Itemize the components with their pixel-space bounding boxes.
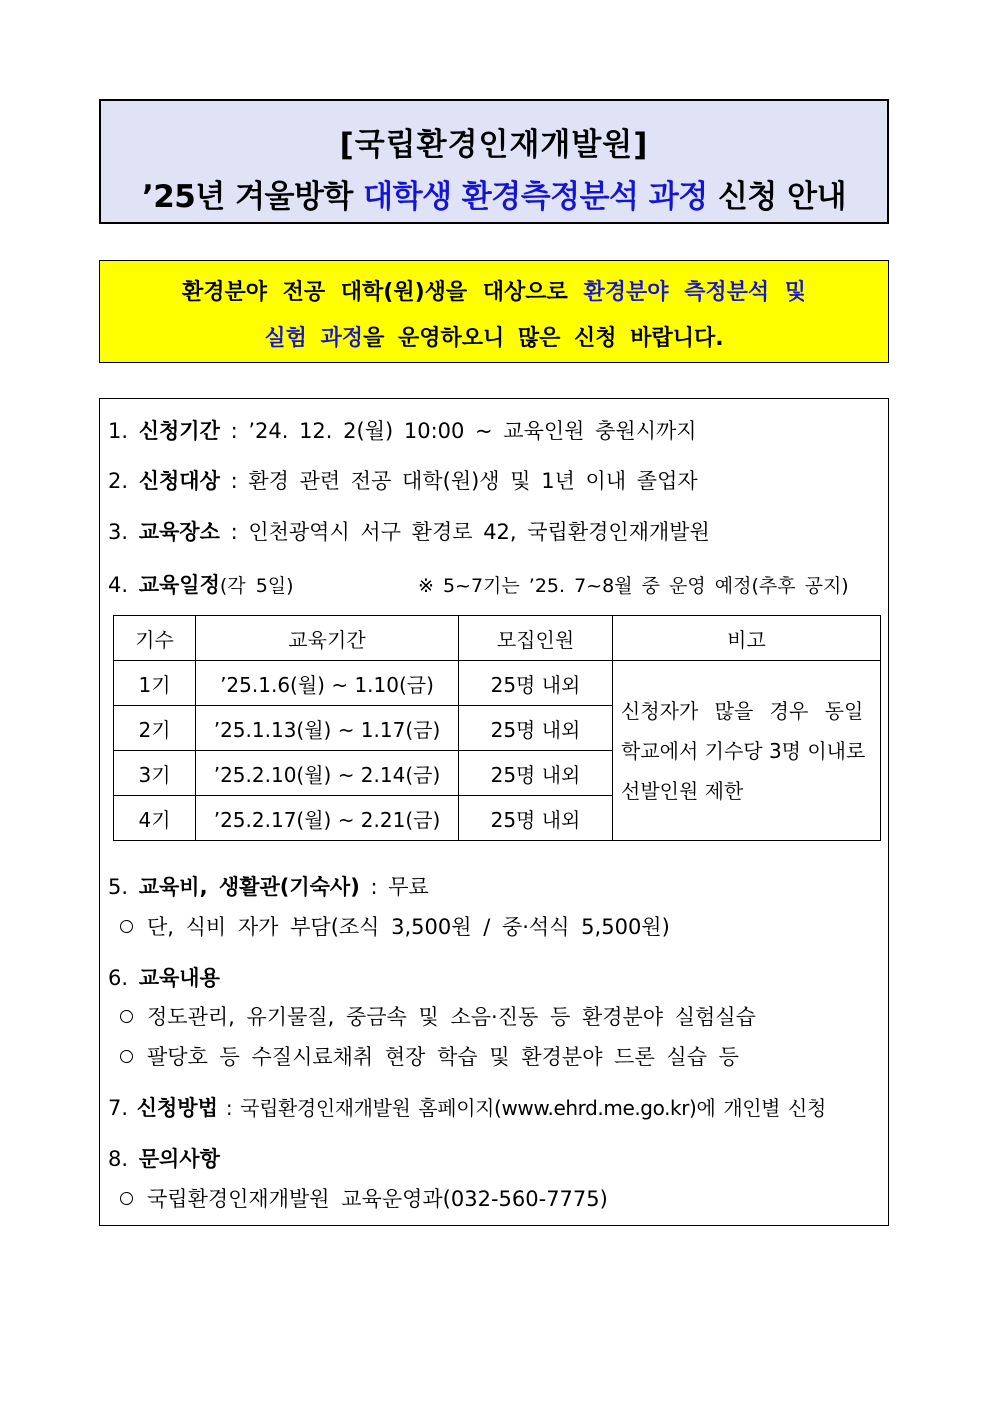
term-cell: 4기 — [114, 796, 196, 841]
notice-line-1 — [100, 275, 888, 306]
schedule-table — [113, 615, 881, 841]
title-prefix: ’25년 겨울방학 — [141, 179, 364, 215]
circle-bullet-icon — [120, 1010, 133, 1023]
circle-bullet-icon — [120, 920, 133, 933]
item-label: 신청기간 — [138, 419, 220, 443]
sub-item-text: 국립환경인재개발원 교육운영과(032-560-7775) — [147, 1187, 608, 1211]
item-label: 교육장소 — [138, 520, 220, 544]
table-row — [114, 661, 881, 706]
title-course — [101, 171, 887, 216]
title-institution: [국립환경인재개발원] — [339, 127, 649, 163]
item-number: 1. — [108, 419, 129, 443]
item-number: 7. — [108, 1096, 129, 1120]
item-text: : 환경 관련 전공 대학(원)생 및 1년 이내 졸업자 — [219, 469, 698, 493]
remark-line: 학교에서 기수당 3명 이내로 — [621, 738, 866, 763]
item-number: 3. — [108, 520, 129, 544]
item-application-period — [108, 415, 697, 445]
title-banner — [99, 99, 889, 224]
item-text: (각 5일) — [219, 575, 294, 597]
notice-highlight-2: 실험 과정 — [264, 326, 364, 351]
title-suffix: 신청 안내 — [707, 179, 847, 215]
item-text: : 국립환경인재개발원 홈페이지(www.ehrd.me.go.kr)에 개인별 신청 — [217, 1096, 826, 1120]
capacity-cell: 25명 내외 — [459, 796, 613, 841]
sub-item-text: 단, 식비 자가 부담(조식 3,500원 / 중·석식 5,500원) — [147, 915, 670, 939]
notice-banner — [99, 260, 889, 363]
period-cell: ’25.2.10(월) ~ 2.14(금) — [196, 751, 459, 796]
item-fees — [108, 871, 429, 901]
item-text: : 무료 — [359, 875, 429, 899]
item-label: 신청방법 — [136, 1096, 218, 1120]
period-cell: ’25.1.6(월) ~ 1.10(금) — [196, 661, 459, 706]
item-schedule — [108, 569, 294, 599]
item-location — [108, 516, 710, 546]
item-label: 교육일정 — [138, 573, 220, 597]
item-eligibility — [108, 465, 698, 495]
item-label: 문의사항 — [138, 1147, 220, 1171]
fees-sub-item — [120, 911, 670, 941]
contact-sub-item — [120, 1183, 608, 1213]
title-highlight: 대학생 환경측정분석 과정 — [363, 179, 708, 215]
table-header: 모집인원 — [459, 616, 613, 661]
schedule-note: ※ 5~7기는 ’25. 7~8월 중 운영 예정(추후 공지) — [418, 575, 849, 597]
remark-cell — [613, 661, 881, 841]
sub-item-text: 정도관리, 유기물질, 중금속 및 소음·진동 등 환경분야 실험실습 — [147, 1005, 756, 1029]
content-sub-item — [120, 1001, 756, 1031]
item-text: : ’24. 12. 2(월) 10:00 ~ 교육인원 충원시까지 — [219, 419, 697, 443]
period-cell: ’25.1.13(월) ~ 1.17(금) — [196, 706, 459, 751]
circle-bullet-icon — [120, 1050, 133, 1063]
capacity-cell: 25명 내외 — [459, 751, 613, 796]
info-section — [99, 398, 889, 1226]
notice-line-2 — [100, 321, 888, 352]
content-sub-item — [120, 1041, 739, 1071]
item-number: 2. — [108, 469, 129, 493]
item-label: 교육내용 — [138, 966, 220, 990]
item-label: 신청대상 — [138, 469, 220, 493]
table-header: 기수 — [114, 616, 196, 661]
item-text: : 인천광역시 서구 환경로 42, 국립환경인재개발원 — [219, 520, 710, 544]
notice-highlight-1: 환경분야 측정분석 및 — [583, 280, 807, 305]
table-header: 교육기간 — [196, 616, 459, 661]
term-cell: 1기 — [114, 661, 196, 706]
period-cell: ’25.2.17(월) ~ 2.21(금) — [196, 796, 459, 841]
notice-suffix: 을 운영하오니 많은 신청 바랍니다. — [363, 326, 724, 351]
item-number: 6. — [108, 966, 129, 990]
remark-line: 선발인원 제한 — [621, 778, 744, 803]
table-header-row — [114, 616, 881, 661]
item-contact — [108, 1143, 220, 1173]
item-number: 5. — [108, 875, 129, 899]
capacity-cell: 25명 내외 — [459, 661, 613, 706]
item-how-to-apply — [108, 1092, 826, 1122]
term-cell: 2기 — [114, 706, 196, 751]
circle-bullet-icon — [120, 1192, 133, 1205]
item-number: 8. — [108, 1147, 129, 1171]
capacity-cell: 25명 내외 — [459, 706, 613, 751]
notice-prefix: 환경분야 전공 대학(원)생을 대상으로 — [181, 280, 584, 305]
item-number: 4. — [108, 573, 129, 597]
table-header: 비고 — [613, 616, 881, 661]
sub-item-text: 팔당호 등 수질시료채취 현장 학습 및 환경분야 드론 실습 등 — [147, 1045, 739, 1069]
remark-line: 신청자가 많을 경우 동일 — [621, 698, 864, 723]
term-cell: 3기 — [114, 751, 196, 796]
item-content — [108, 962, 220, 992]
item-label: 교육비, 생활관(기숙사) — [138, 875, 360, 899]
